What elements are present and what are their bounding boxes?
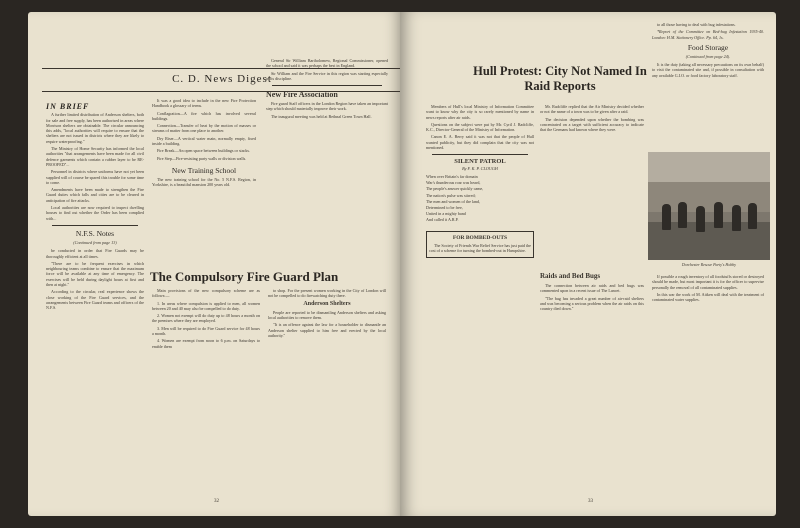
hull-para: Mr. Radcliffe replied that the Air Ministry decided whether or not the name of a town was to be given after a raid.: [540, 104, 644, 115]
in-brief-column: [46, 102, 144, 313]
compulsory-fire-guard-heading: The Compulsory Fire Guard Plan: [150, 269, 339, 284]
anderson-shelters-title: Anderson Shelters: [303, 300, 351, 307]
bed-bugs-para: The connection between air raids and bed bugs was commented upon in a recent issue of The Lancet.: [540, 283, 644, 294]
section-rule: [432, 154, 528, 155]
bed-bugs-para: "The bug has invaded a great number of air-raid shelters and was becoming a serious problem when the air raids on this country died down.": [540, 295, 644, 312]
food-para: If possible a rough inventory of all foodstuffs stored or destroyed should be made, but most important it is for the officer to supervise personally the removal of all contaminated supplies.: [652, 274, 764, 290]
left-page: [28, 12, 400, 516]
hull-para: Canon E. A. Berry said it was not that the people of Hull wanted publicity, but they did complain that the city was not mentioned.: [426, 134, 534, 151]
new-fire-para: Fire guard Staff officers in the London Region have taken an important step which should materially improve their work.: [266, 101, 388, 112]
plan-para: Main provisions of the new compulsory scheme are as follows:—: [152, 288, 260, 299]
right-page: [400, 12, 776, 516]
food-storage-column: [652, 274, 764, 304]
hull-para: The decision depended upon whether the bombing was concentrated on a target with sufficient accuracy to indicate that the Germans had known where they were.: [540, 116, 644, 133]
commissioner-para: Sir William and the Fire Service in this region was starting especially in its discipline.: [266, 70, 388, 81]
in-brief-para: Amendments have been made to strengthen the Fire Guard duties which falls and cities are to be cleared in anticipation of fire attacks.: [46, 187, 144, 203]
in-brief-para: Local authorities are now required to inspect dwelling houses to find out whether the Order has been complied with...: [46, 205, 144, 221]
page-number-right: 33: [588, 499, 593, 504]
new-training-title: New Training School: [171, 165, 237, 175]
hull-column-2: [540, 104, 644, 134]
plan-para: 2. Women not exempt will do duty up to 48 hours a month on the premises where they are employed.: [152, 313, 260, 324]
shelters-para: "It is an offence against the law for a householder to dismantle an Anderson shelter supplied to him free and erected by the local authority.": [268, 322, 386, 339]
in-brief-para: Personnel in districts where uniforms have not yet been supplied will of course be spared this trouble for some time to come.: [46, 169, 144, 185]
plan-column-1: [152, 288, 260, 351]
new-training-text: The new training school for the No. 5 N.F.S. Region, in Yorkshire, is a beautiful mansion 200 years old.: [152, 176, 256, 188]
nfs-notes-subtitle: (Continued from page 13): [73, 239, 117, 245]
poem-line: And called it A.R.P.: [426, 217, 459, 223]
plan-para: 1. In areas where compulsion is applied to men, all women between 20 and 40 may also be compelled to do duty.: [152, 300, 260, 311]
glossary-para: It was a good idea to include in the new Fire Protection Handbook a glossary of terms.: [152, 98, 256, 109]
poem-line: The people's answer quickly came,: [426, 186, 484, 192]
in-brief-para: A further limited distribution of Anderson shelters, both for sale and free supply, has been authorised in areas where Morrison shelters are obtainable. The circular announcing this adds, "local authorities will require to ensure that the shelters are not issued in districts where they are likely to require waterproofing.": [46, 112, 144, 144]
raids-bed-bugs-title: Raids and Bed Bugs: [540, 272, 601, 280]
hull-para: Questions on the subject were put by Mr. Cyril J. Radcliffe, K.C., Director-General of the Ministry of Information.: [426, 121, 534, 133]
glossary-para: Dry Riser—A vertical water main, normally empty, fixed inside a building.: [152, 135, 256, 147]
glossary-column: [152, 98, 256, 190]
food-storage-title: Food Storage: [687, 42, 729, 52]
in-brief-title: IN BRIEF: [46, 102, 90, 111]
silent-patrol-title: SILENT PATROL: [454, 158, 506, 166]
digest-title: C. D. News Digest: [172, 73, 272, 85]
plan-column-2: [268, 288, 386, 340]
right-column-left-page: [266, 58, 388, 121]
bombed-outs-text: The Society of Friends War Relief Service has just paid the cost of a scheme for turning the bombed-out in Hampshire.: [429, 242, 531, 254]
poem-line: United in a mighty band: [426, 211, 466, 217]
glossary-para: Fire Step—Fire-resisting party walls or division walls.: [157, 155, 247, 161]
poem-line: War's thunderous roar was heard,: [426, 180, 481, 186]
poem-line: When over Britain's far domain: [426, 173, 478, 179]
glossary-para: Connection—Transfer of heat by the motion of masses or streams of matter from one place to another.: [152, 123, 256, 134]
rescue-party-photo: [648, 152, 770, 260]
nfs-para: According to the circular, real experience shows the close working of the Fire Guard services, and the arrangements between Fire Guard teams and officers of the N.F.S.: [46, 289, 144, 311]
glossary-para: Fire Break—An open space between buildings or stacks.: [157, 148, 250, 154]
section-rule: [272, 85, 382, 86]
photo-caption: Dorchester Rescue Party's Hobby: [681, 262, 737, 267]
plan-para: 4. Women are exempt from noon to 6 p.m. on Saturdays to enable them: [152, 338, 260, 349]
food-storage-subtitle: (Continued from page 24).: [685, 53, 731, 59]
food-para: In this war the work of M. Aitken will deal with the treatment of contaminated water supplies.: [652, 291, 764, 303]
food-storage-intro: [652, 22, 764, 80]
hull-column-1: [426, 104, 534, 258]
page-number-left: 32: [214, 499, 219, 504]
silent-patrol-poem: [426, 174, 534, 223]
bombed-outs-box: [426, 231, 534, 259]
new-fire-para: The inaugural meeting was held at Bethnal Green Town Hall.: [271, 113, 372, 119]
plan-para: 3. Men will be required to do Fire Guard service for 48 hours a month.: [152, 325, 260, 337]
bed-bugs-column: [540, 270, 644, 313]
nfs-para: be conducted in order that Fire Guards may be thoroughly efficient at all times.: [46, 248, 144, 259]
food-intro-footnote: *Report of the Committee on Bed-bug Infestation 1935-40. London: H.M. Stationery Office. Pp. 64, 1s.: [652, 29, 764, 40]
glossary-para: Conflagration—A fire which has involved several buildings.: [152, 110, 256, 121]
plan-para: to shop. For the present women working in the City of London will not be compelled to do firewatching duty there.: [268, 288, 386, 299]
poem-line: The nation's pulse was stirred;: [426, 192, 476, 198]
poem-line: The men and women of the land,: [426, 198, 480, 204]
shelters-para: People are reported to be dismantling Anderson shelters and asking local authorities to remove them.: [268, 309, 386, 321]
section-rule: [52, 225, 138, 226]
silent-patrol-author: By F. K. P. CLOUGH: [462, 165, 498, 171]
food-para: It is the duty (taking all necessary precautions on its own behalf) to visit the contaminated site and, if possible in consultation with any available G.I.O. or food factory laboratory staff.: [652, 62, 764, 78]
commissioner-para: General Sir William Bartholomew, Regional Commissioner, opened the school and said it was perhaps the best in England.: [266, 58, 388, 69]
bombed-outs-title: FOR BOMBED-OUTS: [452, 234, 508, 241]
new-fire-title: New Fire Association: [266, 90, 338, 100]
in-brief-para: The Ministry of Home Security has informed the local authorities "that arrangements have been made for all civil defence garments which contain a rubber layer to be RE-PROOFED"...: [46, 146, 144, 167]
poem-line: Determined to be free,: [426, 204, 463, 210]
hull-protest-heading: Hull Protest: City Not Named In Raid Reports: [473, 64, 647, 93]
hull-para: Members of Hull's local Ministry of Information Committee want to know why the city is so rarely mentioned by name in news reports after air raids.: [426, 104, 534, 120]
nfs-notes-title: N.F.S. Notes: [75, 228, 115, 238]
food-intro-para: to all those having to deal with bug infestations.: [657, 22, 736, 27]
nfs-para: "There are to be frequent exercises in which neighbouring teams combine to ensure that the maximum force will be available at any time of emergency. The exercises will be held during daylight hours at first and then at night.": [46, 260, 144, 288]
